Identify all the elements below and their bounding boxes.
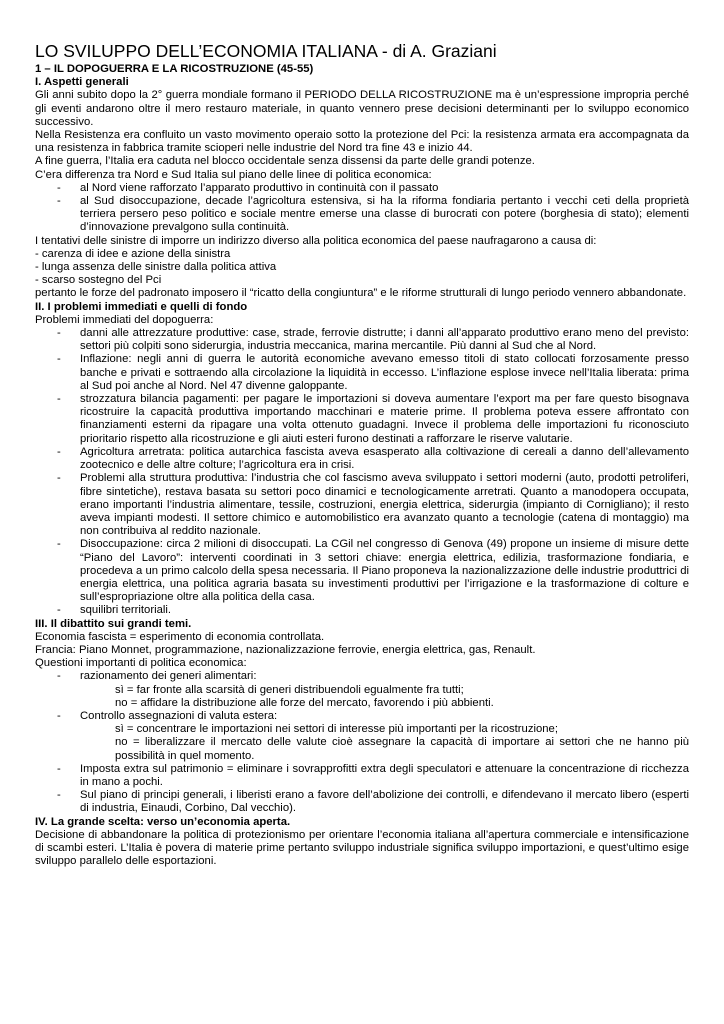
list-item: - al Sud disoccupazione, decade l’agricoltura estensiva, si ha la riforma fondiaria pertanto i vecchi ceti della proprietà terriera persero peso politico e sociale mentre emerse una classe di burocrati con potere (borghesia di stato); elementi d’innovazione prevalgono sulla continuità. [80, 195, 689, 235]
paragraph: pertanto le forze del padronato imposero il “ricatto della congiuntura” e le riforme strutturali di lungo periodo vennero abbandonate. [35, 287, 687, 300]
paragraph: Problemi immediati del dopoguerra: [35, 313, 214, 326]
paragraph: Gli anni subito dopo la 2° guerra mondiale formano il PERIODO DELLA RICOSTRUZIONE ma è un’espressione impropria perché gli eventi andarono oltre il mero restauro materiale, in quanto vennero prese decisioni determinanti per lo sviluppo economico successivo. [35, 89, 689, 128]
cause-line: - scarso sostegno del Pci [35, 274, 162, 287]
list-item [80, 710, 689, 763]
paragraph: Questioni importanti di politica economica: [35, 657, 247, 670]
paragraph: Francia: Piano Monnet, programmazione, nazionalizzazione ferrovie, energia elettrica, gas, Renault. [35, 643, 536, 656]
list-item: - Imposta extra sul patrimonio = eliminare i sovrapprofitti extra degli speculatori e attenuare la concentrazione di ricchezza in mano a pochi. [80, 763, 689, 789]
list-item: - al Nord viene rafforzato l’apparato produttivo in continuità con il passato [80, 182, 689, 195]
list-item: - Sul piano di principi generali, i liberisti erano a favore dell’abolizione dei controlli, e difendevano il mercato libero (esperti di industria, Einaudi, Corbino, Dal vecchio). [80, 789, 689, 815]
list-item-label: - razionamento dei generi alimentari: [80, 670, 257, 683]
section-heading-1: I. Aspetti generali [35, 76, 129, 89]
list-item: - Inflazione: negli anni di guerra le autorità economiche avevano emesso titoli di stato collocati forzosamente presso banche e privati e sottraendo alla circolazione la liquidità in eccesso. L’inflazione esplose invece nell’Italia liberata: prima al Sud poi anche al Nord. Nel 47 divenne galoppante. [80, 353, 689, 393]
sub-item-no: no = liberalizzare il mercato delle valute cioè assegnare la capacità di importare ai settori che ne hanno più possibilità in quel momento. [115, 736, 689, 762]
paragraph: Decisione di abbandonare la politica di protezionismo per orientare l’economia italiana all’apertura commerciale e intensificazione di scambi esteri. L’Italia è povera di materie prime pertanto sviluppo industriale significa sviluppo importazioni, e quest’ultimo esige sviluppo parallelo delle esportazioni. [35, 828, 689, 868]
paragraph: Economia fascista = esperimento di economia controllata. [35, 630, 325, 643]
cause-line: - lunga assenza delle sinistre dalla politica attiva [35, 261, 277, 274]
policy-questions-list [35, 670, 689, 815]
paragraph: I tentativi delle sinistre di imporre un indirizzo diverso alla politica economica del paese naufragarono a causa di: [35, 234, 597, 247]
list-item: - squilibri territoriali. [80, 604, 689, 617]
list-item-label: - Controllo assegnazioni di valuta estera: [80, 709, 278, 722]
paragraph: C’era differenza tra Nord e Sud Italia sul piano delle linee di politica economica: [35, 168, 432, 181]
cause-line: - carenza di idee e azione della sinistra [35, 247, 231, 260]
list-item: - Problemi alla struttura produttiva: l’industria che col fascismo aveva sviluppato i settori moderni (auto, prodotti petroliferi, fibre sintetiche), restava basata su settori poco dinamici e tecnologicamente arretrati. Quanto a manodopera occupata, erano importanti l’industria alimentare, tessile, costruzioni, energia elettrica, siderurgia (impianto di Cornigliano); il resto aveva impianti modesti. Il settore chimico e automobilistico era avanzato quanto a tecnologie (catena di montaggio) ma non contribuiva al reddito nazionale. [80, 472, 689, 538]
list-item [80, 670, 689, 710]
north-south-list [35, 182, 689, 235]
section-heading-2: II. I problemi immediati e quelli di fondo [35, 300, 248, 313]
list-item: - Agricoltura arretrata: politica autarchica fascista aveva esasperato alla coltivazione di cereali a danno dell’allevamento zootecnico e delle altre colture; l’agricoltura era in crisi. [80, 446, 689, 472]
list-item: - Disoccupazione: circa 2 milioni di disoccupati. La CGil nel congresso di Genova (49) propone un insieme di misure dette “Piano del Lavoro”: interventi coordinati in 3 settori chiave: energia elettrica, edilizia, trasformazione fondiaria, e procedeva a un primo calcolo della spesa necessaria. Il Piano proponeva la nazionalizzazione delle industrie produttrici di energia elettrica, una politica agraria basata su investimenti produttivi per l’irrigazione e la trasformazione di colture e sull’espropriazione oltre alla politica della casa. [80, 538, 689, 604]
sub-item-no: no = affidare la distribuzione alle forze del mercato, favorendo i più abbienti. [115, 696, 494, 709]
document-title: LO SVILUPPO DELL’ECONOMIA ITALIANA - di A. Graziani [35, 41, 497, 61]
list-item: - danni alle attrezzature produttive: case, strade, ferrovie distrutte; i danni all’apparato produttivo erano meno del previsto: settori più colpiti sono siderurgia, industria meccanica, marina mercantile. Più danni al Sud che al Nord. [80, 327, 689, 353]
paragraph: A fine guerra, l’Italia era caduta nel blocco occidentale senza dissensi da parte delle grandi potenze. [35, 155, 535, 168]
sub-item-yes: sì = concentrare le importazioni nei settori di interesse più importanti per la ricostruzione; [115, 723, 558, 736]
problems-list [35, 327, 689, 617]
section-heading-4: IV. La grande scelta: verso un’economia aperta. [35, 815, 291, 828]
section-heading-3: III. Il dibattito sui grandi temi. [35, 617, 192, 630]
sub-item-yes: sì = far fronte alla scarsità di generi distribuendoli egualmente fra tutti; [115, 683, 464, 696]
paragraph: Nella Resistenza era confluito un vasto movimento operaio sotto la protezione del Pci: la resistenza armata era accompagnata da una resistenza in fabbrica tramite scioperi nelle industrie del Nord tra fine 43 e inizio 44. [35, 129, 689, 155]
chapter-subtitle: 1 – IL DOPOGUERRA E LA RICOSTRUZIONE (45-55) [35, 63, 314, 75]
list-item: - strozzatura bilancia pagamenti: per pagare le importazioni si doveva aumentare l’export ma per fare questo bisognava ricostruire la capacità produttiva importando macchinari e materie prime. Il problema poteva essere affrontato con finanziamenti esterni da ripagare una volta ottenuto guadagni. Invece il problema delle importazioni fu riconosciuto prioritario rispetto alla ricostruzione e gli aiuti esteri furono destinati a rafforzare le riserve valutarie. [80, 393, 689, 446]
